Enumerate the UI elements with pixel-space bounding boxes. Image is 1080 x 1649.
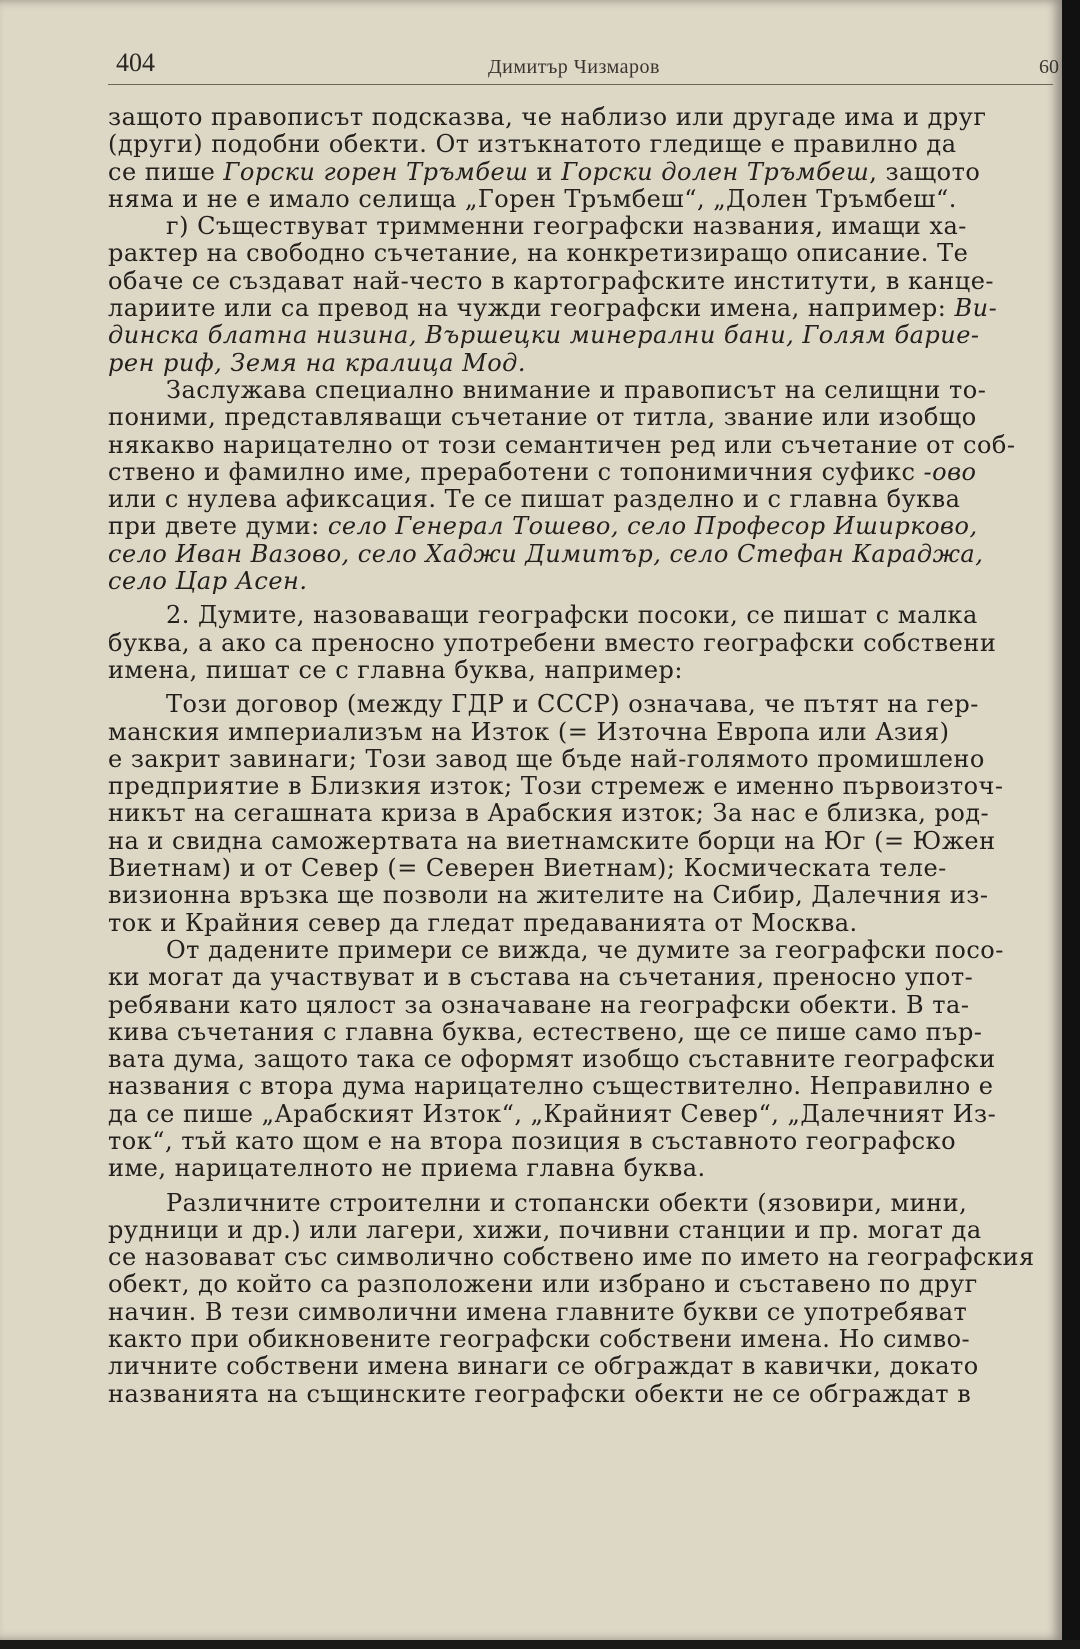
text-segment: е закрит завинаги; Този завод ще бъде най-голямото промишлено	[108, 745, 985, 773]
scan-edge	[1062, 0, 1080, 1649]
adjacent-page-number: 60	[1039, 56, 1059, 78]
text-line	[108, 719, 1058, 746]
text-line	[108, 404, 1058, 431]
text-line	[108, 657, 1058, 684]
text-line	[108, 486, 1058, 513]
text-line	[108, 937, 1058, 964]
text-segment: или с нулева афиксация. Те се пишат разделно и с главна буква	[108, 486, 961, 514]
text-line	[108, 240, 1058, 267]
text-segment: рактер на свободно съчетание, на конкретизиращо описание. Те	[108, 240, 969, 268]
text-segment: 2. Думите, назоваващи географски посоки, се пишат с малка	[166, 602, 978, 630]
italic-segment: рен риф, Земя на кралица Мод.	[108, 349, 526, 377]
text-line	[108, 350, 1058, 377]
text-line	[108, 322, 1058, 349]
text-line	[108, 1190, 1058, 1217]
paragraph	[108, 1190, 1058, 1408]
text-segment: поними, представляващи съчетание от титла, звание или изобщо	[108, 404, 977, 432]
text-line	[108, 964, 1058, 991]
text-segment: както при обикновените географски собствени имена. Но симво-	[108, 1326, 971, 1354]
text-line	[108, 541, 1058, 568]
paragraph	[108, 602, 1058, 684]
italic-segment: село Цар Асен.	[108, 568, 308, 596]
paragraph-gap	[108, 595, 1058, 602]
text-line	[108, 186, 1058, 213]
text-segment: названията на същинските географски обекти не се обграждат в	[108, 1380, 972, 1408]
text-segment: г) Съществуват тримменни географски названия, имащи ха-	[166, 213, 967, 241]
text-line	[108, 1019, 1058, 1046]
text-line	[108, 746, 1058, 773]
body-text	[108, 104, 1058, 1408]
text-line	[108, 1128, 1058, 1155]
page-header	[108, 44, 1059, 85]
text-line	[108, 1155, 1058, 1182]
text-line	[108, 1073, 1058, 1100]
italic-segment: Горски долен Тръмбеш	[561, 158, 870, 186]
text-segment: някакво нарицателно от този семантичен ред или съчетание от соб-	[108, 431, 1016, 459]
paragraph	[108, 377, 1058, 595]
text-segment: рудници и др.) или лагери, хижи, почивни станции и пр. могат да	[108, 1216, 982, 1244]
text-segment: ствено и фамилно име, преработени с топонимичния суфикс	[108, 458, 924, 486]
text-segment: лариите или са превод на чужди географски имена, например:	[108, 295, 955, 323]
text-line	[108, 295, 1058, 322]
text-line	[108, 882, 1058, 909]
scan-bottom-edge	[0, 1640, 1080, 1649]
text-line	[108, 855, 1058, 882]
text-line	[108, 1299, 1058, 1326]
text-segment: , защото	[869, 158, 981, 186]
text-segment: и	[528, 158, 562, 186]
text-segment: ки могат да участвуват и в състава на съчетания, преносно упот-	[108, 964, 974, 992]
text-line	[108, 1101, 1058, 1128]
text-line	[108, 159, 1058, 186]
italic-segment: Ви-	[954, 295, 998, 323]
text-line	[108, 992, 1058, 1019]
text-segment: имена, пишат се с главна буква, например:	[108, 656, 683, 684]
text-line	[108, 1326, 1058, 1353]
text-line	[108, 213, 1058, 240]
text-segment: при двете думи:	[108, 513, 328, 541]
text-segment: име, нарицателното не приема главна буква.	[108, 1155, 706, 1183]
text-line	[108, 131, 1058, 158]
text-segment: названия с втора дума нарицателно съществително. Неправилно е	[108, 1073, 994, 1101]
text-line	[108, 1353, 1058, 1380]
running-head: Димитър Чизмаров	[488, 56, 660, 78]
text-line	[108, 268, 1058, 295]
text-line	[108, 630, 1058, 657]
text-line	[108, 691, 1058, 718]
text-segment: обект, до който са разположени или избрано и съставено по друг	[108, 1271, 978, 1299]
text-segment: да се пише „Арабският Изток“, „Крайният Север“, „Далечният Из-	[108, 1100, 997, 1128]
text-segment: няма и не е имало селища „Горен Тръмбеш“, „Долен Тръмбеш“.	[108, 185, 957, 213]
text-segment: Този договор (между ГДР и СССР) означава, че пътят на гер-	[166, 691, 979, 719]
text-segment: ток“, тъй като щом е на втора позиция в съставното географско	[108, 1127, 957, 1155]
paragraph	[108, 104, 1058, 213]
paragraph-gap	[108, 684, 1058, 691]
text-segment: Виетнам) и от Север (= Северен Виетнам); Космическата теле-	[108, 855, 947, 883]
text-line	[108, 1244, 1058, 1271]
page-number: 404	[116, 48, 155, 77]
text-segment: предприятие в Близкия изток; Този стремеж е именно първоизточ-	[108, 773, 1004, 801]
text-segment: Различните строителни и стопански обекти (язовири, мини,	[166, 1189, 968, 1217]
text-segment: ребявани като цялост за означаване на географски обекти. В та-	[108, 991, 970, 1019]
paragraph	[108, 691, 1058, 937]
text-segment: визионна връзка ще позволи на жителите на Сибир, Далечния из-	[108, 882, 989, 910]
text-segment: защото правописът подсказва, че наблизо или другаде има и друг	[108, 104, 987, 131]
text-segment: ток и Крайния север да гледат предаванията от Москва.	[108, 909, 858, 937]
text-line	[108, 1381, 1058, 1408]
text-line	[108, 377, 1058, 404]
text-segment: се назовават със символично собствено име по името на географския	[108, 1244, 1035, 1272]
paragraph	[108, 213, 1058, 377]
text-segment: кива съчетания с главна буква, естествено, ще се пише само пър-	[108, 1018, 983, 1046]
text-segment: обаче се създават най-често в картографските институти, в канце-	[108, 267, 995, 295]
paragraph-gap	[108, 1183, 1058, 1190]
italic-segment: -ово	[923, 458, 977, 486]
text-segment: на и свидна саможертвата на виетнамските борци на Юг (= Южен	[108, 827, 996, 855]
text-segment: манския империализъм на Изток (= Източна Европа или Азия)	[108, 718, 950, 746]
text-segment: Заслужава специално внимание и правописът на селищни то-	[166, 376, 987, 404]
text-segment: личните собствени имена винаги се обграждат в кавички, докато	[108, 1353, 979, 1381]
text-line	[108, 1046, 1058, 1073]
paragraph	[108, 937, 1058, 1183]
text-line	[108, 800, 1058, 827]
text-line	[108, 513, 1058, 540]
italic-segment: село Генерал Тошево, село Професор Иширково,	[327, 513, 978, 541]
italic-segment: Горски горен Тръмбеш	[223, 158, 529, 186]
italic-segment: село Иван Вазово, село Хаджи Димитър, село Стефан Караджа,	[108, 540, 984, 568]
text-line	[108, 828, 1058, 855]
text-line	[108, 459, 1058, 486]
text-segment: никът на сегашната криза в Арабския изток; За нас е близка, род-	[108, 800, 990, 828]
text-line	[108, 602, 1058, 629]
text-segment: се пише	[108, 158, 224, 186]
text-segment: (други) подобни обекти. От изтъкнатото гледище е правилно да	[108, 131, 957, 159]
text-segment: От дадените примери се вижда, че думите за географски посо-	[166, 936, 1004, 964]
text-segment: начин. В тези символични имена главните букви се употребяват	[108, 1298, 968, 1326]
text-segment: буква, а ако са преносно употребени вместо географски собствени	[108, 629, 997, 657]
italic-segment: динска блатна низина, Вършецки минерални бани, Голям барие-	[108, 322, 980, 350]
text-line	[108, 1271, 1058, 1298]
text-line	[108, 1217, 1058, 1244]
text-line	[108, 773, 1058, 800]
text-line	[108, 568, 1058, 595]
text-segment: вата дума, защото така се оформят изобщо съставните географски	[108, 1046, 996, 1074]
text-line	[108, 910, 1058, 937]
text-line	[108, 104, 1058, 131]
text-line	[108, 432, 1058, 459]
